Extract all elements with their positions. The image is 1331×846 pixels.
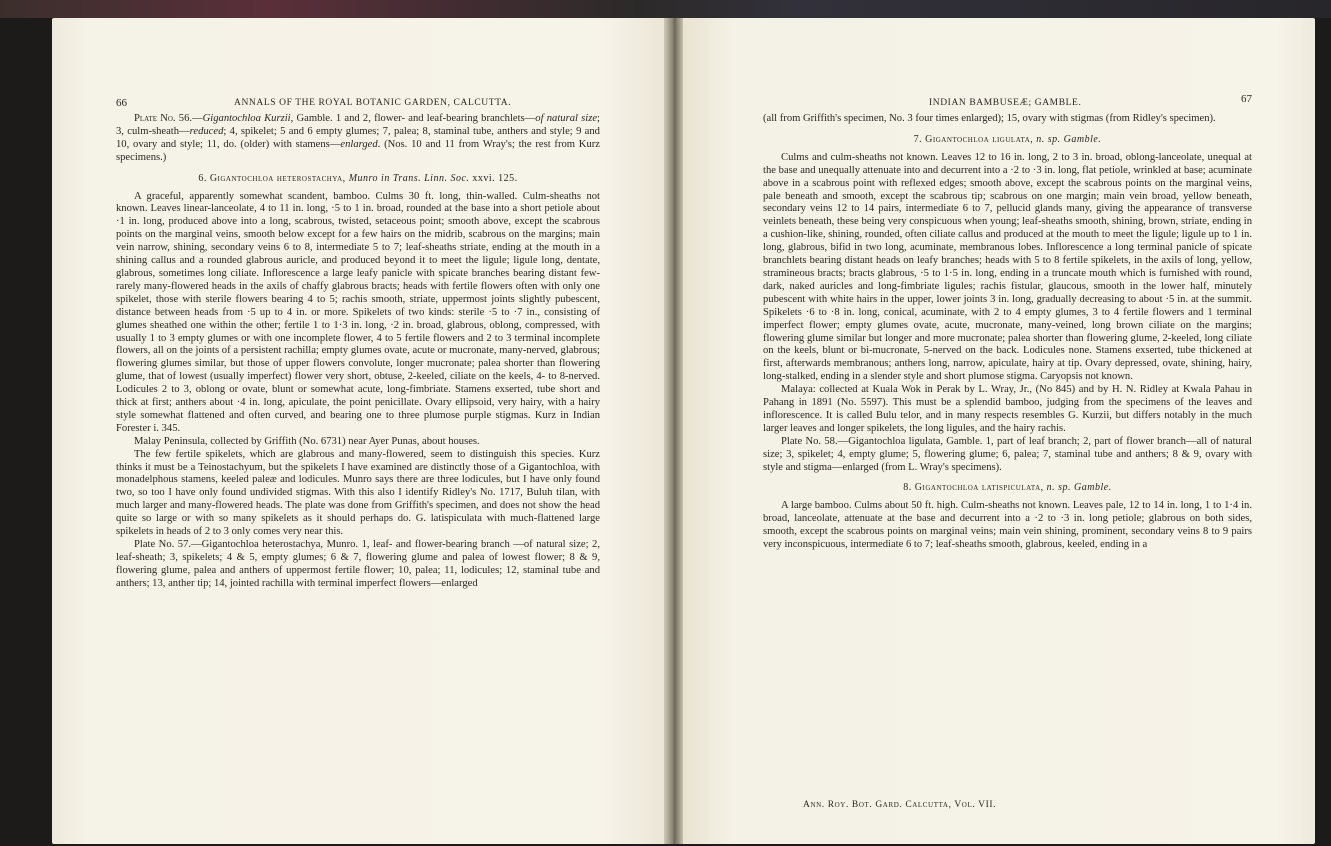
plate-57-continuation: (all from Griffith's specimen, No. 3 four times enlarged); 15, ovary with stigmas (from Ridley's specimen). bbox=[763, 113, 1216, 124]
left-page-body bbox=[116, 113, 600, 591]
right-page-number: 67 bbox=[1241, 93, 1252, 105]
species-6-locality: Malay Peninsula, collected by Griffith (No. 6731) near Ayer Punas, about houses. bbox=[134, 435, 480, 447]
section-heading-6: 6. Gigantochloa heterostachya, Munro in Trans. Linn. Soc. xxvi. 125. bbox=[198, 172, 518, 184]
plate-56-caption: Plate No. 56.—Gigantochloa Kurzii, Gamble. 1 and 2, flower- and leaf-bearing branchlets—of natural size; 3, culm-sheath—reduced; 4, spikelet; 5 and 6 empty glumes; 7, palea; 8, staminal tube, anthers and style; 9 and 10, ovary and style; 11, do. (older) with stamens—enlarged. (Nos. 10 and 11 from Wray's; the rest from Kurz specimens.) bbox=[116, 113, 600, 163]
left-running-head: ANNALS OF THE ROYAL BOTANIC GARDEN, CALCUTTA. bbox=[234, 98, 512, 108]
scan-top-edge bbox=[0, 0, 1331, 18]
right-running-head: INDIAN BAMBUSEÆ; GAMBLE. bbox=[929, 98, 1082, 108]
right-page-body bbox=[763, 113, 1252, 552]
plate-58-caption: Plate No. 58.—Gigantochloa ligulata, Gamble. 1, part of leaf branch; 2, part of flower branch—all of natural size; 3, spikelet; 4, empty glume; 5, flowering glume; 6, palea; 7, staminal tube and anthers; 8 & 9, ovary with style and stigma—enlarged (from L. Wray's specimens). bbox=[763, 435, 1252, 473]
species-6-notes: The few fertile spikelets, which are glabrous and many-flowered, seem to distinguish this species. Kurz thinks it must be a Teinostachyum, but the spikelets I have examined are distinctly those of a Gigantochloa, with monadelphous stamens, keeled paleæ and lodicules. Munro says there are three lodicules, but I have only found two, so too I have only found undivided stigmas. With this also I identify Ridley's No. 1717, Buluh tilan, with much larger and many-flowered heads. The plate was done from Griffith's specimen, and does not show the head quite so large or with so many spikelets as it should perhaps do. G. latispiculata with much-flattened large spikelets in heads of 2 to 3 only comes very near this. bbox=[116, 448, 600, 538]
plate-57-caption: Plate No. 57.—Gigantochloa heterostachya, Munro. 1, leaf- and flower-bearing branch —of natural size; 2, leaf-sheath; 3, spikelets; 4 & 5, empty glumes; 6 & 7, flowering glume and palea of lowest flower; 8 & 9, flowering glume, palea and anthers of uppermost fertile flower; 10, palea; 11, lodicules; 12, staminal tube and anthers; 13, anther tip; 14, jointed rachilla with terminal imperfect flowers—enlarged bbox=[116, 539, 600, 589]
left-page-number: 66 bbox=[116, 97, 127, 109]
page-footer-journal: Ann. Roy. Bot. Gard. Calcutta, Vol. VII. bbox=[803, 800, 997, 810]
species-6-description: A graceful, apparently somewhat scandent, bamboo. Culms 30 ft. long, thin-walled. Culm-sheaths not known. Leaves linear-lanceolate, 4 to 11 in. long, ·5 to 1 in. broad, rounded at the base into a short petiole about ·1 in. long, produced above into a long, scabrous, twisted, setaceous point; smooth above, except the scabrous points on the marginal veins, smooth below except for a few hairs on the midrib, scabrous on the margins; main vein narrow, shining, secondary veins 6 to 8, intermediate 5 to 7; leaf-sheaths striate, ending at the mouth in a shining callus and a rounded glabrous auricle, and produced beyond it to meet the ligule; ligule long, dentate, glabrous, sometimes long ciliate. Inflorescence a large leafy panicle with spicate branches bearing distant few- rarely many-flowered heads in the axils of chaffy glabrous bracts; heads with fertile flowers often with only one spikelet, those with sterile flowers bearing 4 to 5; rachis smooth, striate, uppermost joints slightly pubescent, distance between heads from ·5 up to 4 in. or more. Spikelets of two kinds: sterile ·5 to ·7 in., consisting of glumes sheathed one within the other; fertile 1 to 1·3 in. long, ·2 in. broad, glabrous, oblong, compressed, with usually 1 to 3 empty glumes or with one incomplete flower, 4 to 5 fertile flowers and 2 to 3 terminal incomplete flowers, all on the joints of a persistent rachilla; empty glumes ovate, acute or mucronate, many-nerved, glabrous; flowering glumes similar, but those of upper flowers convolute, longer mucronate; palea shorter than flowering glume, that of lowest (usually imperfect) flower very short, obtuse, 2-keeled, ciliate on the keels, 4- to 8-nerved. Lodicules 2 to 3, oblong or ovate, blunt or somewhat acute, long-fimbriate. Stamens exserted, tube short and thick at first; anthers about ·4 in. long, apiculate, the point penicillate. Ovary ellipsoid, very hairy, with a hairy style somewhat flattened and often curved, and bearing one to three plumose purple stigmas. Kurz in Indian Forester i. 345. bbox=[116, 190, 600, 434]
section-heading-8: 8. Gigantochloa latispiculata, n. sp. Gamble. bbox=[903, 482, 1112, 494]
species-8-description: A large bamboo. Culms about 50 ft. high. Culm-sheaths not known. Leaves pale, 12 to 14 in. long, 1 to 1·4 in. broad, lanceolate, attenuate at the base and decurrent into a ·2 to ·3 in. long petiole; glabrous on both sides, smooth, except the scabrous points on marginal veins; main vein shining, prominent, secondary veins 8 to 9 pairs very inconspicuous, intermediate 6 to 7; leaf-sheaths smooth, glabrous, keeled, ending in a bbox=[763, 500, 1252, 551]
book-gutter bbox=[664, 18, 683, 844]
section-heading-7: 7. Gigantochloa ligulata, n. sp. Gamble. bbox=[913, 133, 1102, 145]
species-7-description: Culms and culm-sheaths not known. Leaves 12 to 16 in. long, 2 to 3 in. broad, oblong-lanceolate, unequal at the base and unequally attenuate into and decurrent into a ·2 to ·3 in. long, flat petiole, wrinkled at base; acuminate above in a scabrous point with reflexed edges; smooth above, except the scabrous points on the marginal veins, pale beneath and smooth, except the scabrous tip; scabrous on one margin; main vein broad, yellow beneath, secondary veins 12 to 14 pairs, intermediate 6 to 7, pellucid glands many, giving the appearance of transverse veinlets beneath, these being very conspicuous when young; leaf-sheaths smooth, shining, brown, striate, ending in a cushion-like, shining, rounded, often ciliate callus and produced at the mouth to meet the ligule; ligule up to 1 in. long, glabrous, bifid in two long, acuminate, membranous lobes. Inflorescence a long terminal panicle of spicate branchlets bearing distant heads on leafy branches; heads with 5 to 8 fertile spikelets, in the axils of long, yellow, stramineous bracts; bracts glabrous, ·5 to 1·5 in. long, ending in a truncate mouth which is furnished with round, dark, naked auricles and long-fimbriate ligules; rachis fistular, glaucous, smooth in the lower half, minutely pubescent with white hairs in the upper, lower joints 3 in. long, gradually decreasing to about ·5 in. at the summit. Spikelets ·6 to ·8 in. long, conical, acuminate, with 2 to 4 empty glumes, 3 to 4 fertile flowers and 1 terminal imperfect flower; empty glumes ovate, acute, mucronate, many-veined, long brown ciliate on the margins; flowering glume similar but longer and more mucronate; palea shorter than flowering glume, 2-keeled, long ciliate on the keels, blunt or bi-mucronate, 5-nerved on the back. Lodicules none. Stamens exserted, tube thickened at first, afterwards membranous; anthers long, narrow, apiculate, hairy at tip. Ovary depressed, ovate, shining, hairy, long-stalked, ending in a slender style and short plumose stigma. Caryopsis not known. bbox=[763, 151, 1252, 383]
species-7-locality: Malaya: collected at Kuala Wok in Perak by L. Wray, Jr., (No 845) and by H. N. Ridley at Kwala Pahau in Pahang in 1891 (No. 5597). This must be a splendid bamboo, judging from the specimens of the leaves and inflorescence. It is called Bulu telor, and in many respects resembles G. Kurzii, but differs notably in the much larger leaves and longer spikelets, the long ligules, and the hairy rachis. bbox=[763, 384, 1252, 434]
